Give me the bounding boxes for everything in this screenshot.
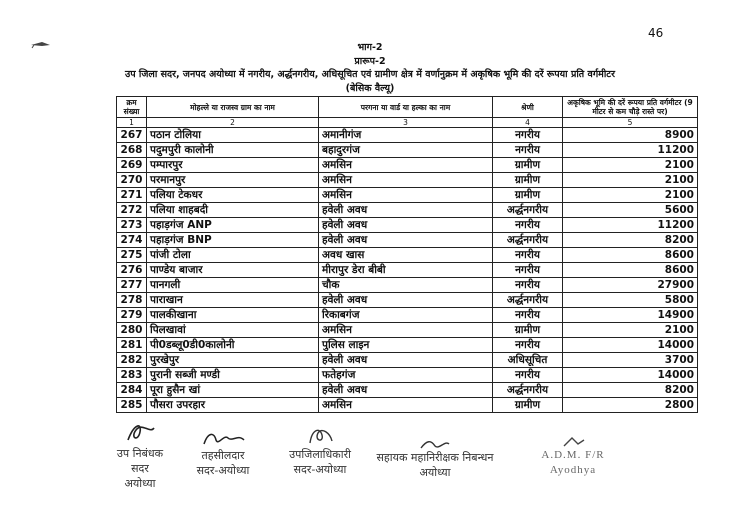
row-category: नगरीय [493,278,563,293]
row-locality: पाराखान [147,293,319,308]
row-category: अर्द्धनगरीय [493,383,563,398]
table-row [117,293,698,308]
row-rate: 8900 [563,128,698,143]
row-rate: 2800 [563,398,698,413]
col-number: 1 [117,118,147,128]
row-category: अर्द्धनगरीय [493,233,563,248]
row-locality: पलिया टेकधर [147,188,319,203]
row-category: नगरीय [493,143,563,158]
table-row [117,323,698,338]
row-pargana: हवेली अवध [319,353,493,368]
row-serial: 274 [117,233,147,248]
row-category: नगरीय [493,263,563,278]
row-locality: पिलखावां [147,323,319,338]
row-pargana: हवेली अवध [319,233,493,248]
signature-scribble-icon [558,436,588,448]
row-pargana: अमसिन [319,173,493,188]
signature-line: Ayodhya [549,464,597,476]
signature-line: A.D.M. F/R [541,449,605,461]
signature-line: उप निबंधक [116,447,164,460]
row-rate: 8200 [563,383,698,398]
row-rate: 2100 [563,158,698,173]
row-category: अर्द्धनगरीय [493,203,563,218]
row-category: नगरीय [493,248,563,263]
row-category: नगरीय [493,308,563,323]
row-rate: 11200 [563,218,698,233]
row-locality: पौसरा उपरहार [147,398,319,413]
row-pargana: अमसिन [319,323,493,338]
table-row [117,188,698,203]
form-heading: प्रारूप-2 [354,56,386,67]
table-row [117,353,698,368]
row-rate: 5800 [563,293,698,308]
row-pargana: अवध खास [319,248,493,263]
table-body [117,128,698,413]
table-row [117,248,698,263]
row-category: ग्रामीण [493,158,563,173]
column-number-row [117,118,698,128]
row-locality: पठान टोलिया [147,128,319,143]
col-pargana: परगना या वार्ड या हल्का का नाम [319,97,493,118]
row-rate: 14000 [563,338,698,353]
row-locality: पदुमपुरी कालोनी [147,143,319,158]
table-header-row [117,97,698,118]
table-row [117,383,698,398]
col-number: 5 [563,118,698,128]
row-locality: पम्पारपुर [147,158,319,173]
row-rate: 2100 [563,173,698,188]
row-locality: पुरखेपुर [147,353,319,368]
part-heading: भाग-2 [357,42,383,53]
row-locality: परमानपुर [147,173,319,188]
row-rate: 2100 [563,323,698,338]
row-locality: पांजी टोला [147,248,319,263]
row-pargana: हवेली अवध [319,203,493,218]
row-locality: पहाड़गंज BNP [147,233,319,248]
row-serial: 271 [117,188,147,203]
row-rate: 14900 [563,308,698,323]
row-locality: पहाड़गंज ANP [147,218,319,233]
signature-adm [528,436,618,478]
table-row [117,173,698,188]
signature-scribble-icon [300,425,340,447]
row-serial: 280 [117,323,147,338]
document-subtitle: (बेसिक वैल्यू) [345,83,395,94]
row-rate: 14000 [563,368,698,383]
row-pargana: फतेहगंज [319,368,493,383]
signature-line: सदर-अयोध्या [293,463,347,476]
col-rate: अकृषिक भूमि की दरें रूपया प्रति वर्गमीटर (9 मीटर से कम चौड़े रास्ते पर) [563,97,698,118]
row-serial: 270 [117,173,147,188]
row-pargana: हवेली अवध [319,218,493,233]
row-pargana: अमसिन [319,188,493,203]
row-category: नगरीय [493,218,563,233]
row-category: नगरीय [493,368,563,383]
row-serial: 272 [117,203,147,218]
table-row [117,158,698,173]
document-title: उप जिला सदर, जनपद अयोध्या में नगरीय, अर्द्धनगरीय, अधिसूचित एवं ग्रामीण क्षेत्र में वर्णानुक्रम में अकृषिक भूमि की दरें रूपया प्रति वर्गमीटर [125,69,615,80]
row-serial: 277 [117,278,147,293]
signature-scribble-icon [198,430,248,448]
row-locality: पाण्डेय बाजार [147,263,319,278]
table-row [117,203,698,218]
row-locality: पी0डब्लू0डी0कालोनी [147,338,319,353]
row-serial: 269 [117,158,147,173]
table-row [117,233,698,248]
signature-scribble-icon [120,420,160,446]
col-serial: क्रम संख्या [117,97,147,118]
row-locality: पानगली [147,278,319,293]
table-row [117,338,698,353]
row-serial: 278 [117,293,147,308]
row-serial: 267 [117,128,147,143]
row-serial: 283 [117,368,147,383]
row-serial: 268 [117,143,147,158]
row-rate: 11200 [563,143,698,158]
signature-tehsildar [168,430,278,478]
row-pargana: अमसिन [319,158,493,173]
row-pargana: बहादुरगंज [319,143,493,158]
row-rate: 27900 [563,278,698,293]
row-pargana: अमसिन [319,398,493,413]
row-category: ग्रामीण [493,323,563,338]
row-category: नगरीय [493,338,563,353]
row-pargana: पुलिस लाइन [319,338,493,353]
table-row [117,278,698,293]
signature-line: सदर [131,462,149,475]
col-number: 2 [147,118,319,128]
signature-aig-registration [360,438,510,480]
page-number: 46 [648,26,664,40]
table-row [117,218,698,233]
signature-sdm [280,425,360,477]
row-category: ग्रामीण [493,188,563,203]
col-number: 3 [319,118,493,128]
signature-scribble-icon [417,438,453,450]
signature-line: उपजिलाधिकारी [289,448,351,461]
row-serial: 275 [117,248,147,263]
row-serial: 285 [117,398,147,413]
row-pargana: रिकाबगंज [319,308,493,323]
col-number: 4 [493,118,563,128]
table-row [117,368,698,383]
table-row [117,308,698,323]
signature-line: सहायक महानिरीक्षक निबन्धन [376,451,494,464]
row-category: अर्द्धनगरीय [493,293,563,308]
row-pargana: मीरापुर डेरा बीबी [319,263,493,278]
col-locality: मोहल्ले या राजस्व ग्राम का नाम [147,97,319,118]
row-pargana: चौक [319,278,493,293]
signature-line: अयोध्या [124,477,156,490]
row-pargana: अमानीगंज [319,128,493,143]
signature-line: तहसीलदार [201,449,245,462]
table-row [117,398,698,413]
signature-line: अयोध्या [419,466,451,479]
row-category: ग्रामीण [493,398,563,413]
row-category: अधिसूचित [493,353,563,368]
table-row [117,143,698,158]
row-serial: 282 [117,353,147,368]
table-row [117,128,698,143]
col-category: श्रेणी [493,97,563,118]
row-category: नगरीय [493,128,563,143]
row-rate: 8600 [563,248,698,263]
row-locality: पलिया शाहबदी [147,203,319,218]
row-locality: पालकीखाना [147,308,319,323]
row-pargana: हवेली अवध [319,383,493,398]
row-rate: 2100 [563,188,698,203]
table-row [117,263,698,278]
row-rate: 8600 [563,263,698,278]
row-serial: 284 [117,383,147,398]
signature-line: सदर-अयोध्या [196,464,250,477]
row-rate: 3700 [563,353,698,368]
row-rate: 5600 [563,203,698,218]
row-locality: पूरा हुसैन खां [147,383,319,398]
row-serial: 276 [117,263,147,278]
rate-table [116,96,698,413]
row-category: ग्रामीण [493,173,563,188]
row-serial: 281 [117,338,147,353]
row-serial: 273 [117,218,147,233]
row-serial: 279 [117,308,147,323]
row-rate: 8200 [563,233,698,248]
row-pargana: हवेली अवध [319,293,493,308]
row-locality: पुरानी सब्जी मण्डी [147,368,319,383]
